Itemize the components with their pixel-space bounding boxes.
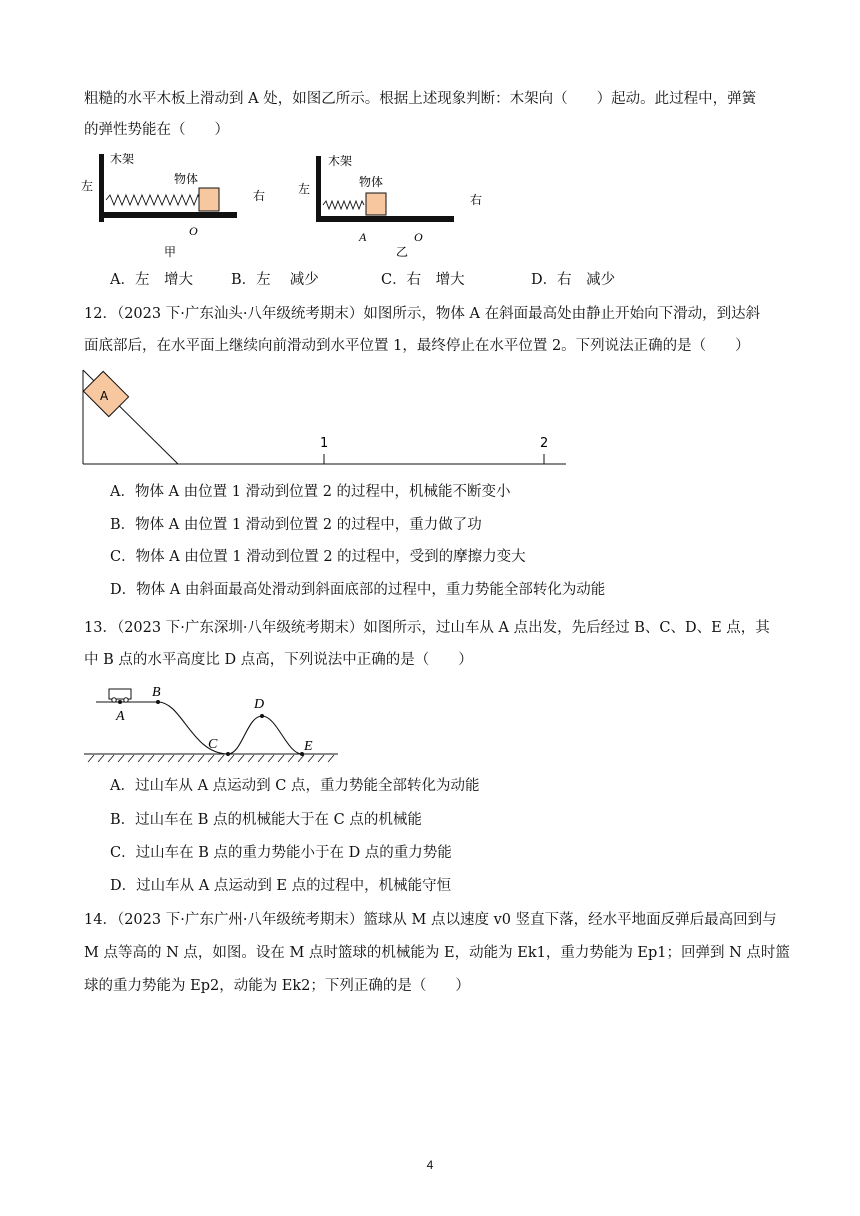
q12-option-d: D．物体 A 由斜面最高处滑动到斜面底部的过程中，重力势能全部转化为动能 bbox=[110, 582, 606, 598]
q11-yi-o-label: O bbox=[414, 230, 423, 244]
q11-yi-caption: 乙 bbox=[396, 245, 409, 258]
q13-point-c-label: C bbox=[208, 737, 218, 752]
q11-jia-o-label: O bbox=[189, 224, 198, 238]
q11-option-c: C．右 增大 bbox=[381, 272, 465, 288]
q13-option-b: B．过山车在 B 点的机械能大于在 C 点的机械能 bbox=[110, 812, 422, 828]
q11-yi-frame-label: 木架 bbox=[328, 154, 353, 168]
q13-point-a-label: A bbox=[116, 709, 125, 724]
q11-line-1: 粗糙的水平木板上滑动到 A 处，如图乙所示。根据上述现象判断：木架向（ ）起动。此过程中，弹簧 bbox=[84, 91, 757, 107]
q11-option-a: A．左 增大 bbox=[110, 272, 193, 288]
q13-point-e-label: E bbox=[304, 739, 313, 754]
q12-figure bbox=[78, 368, 578, 468]
q12-option-b: B．物体 A 由位置 1 滑动到位置 2 的过程中，重力做了功 bbox=[110, 517, 482, 533]
q13-option-a: A．过山车从 A 点运动到 C 点，重力势能全部转化为动能 bbox=[110, 778, 480, 794]
q13-option-c: C．过山车在 B 点的重力势能小于在 D 点的重力势能 bbox=[110, 845, 452, 861]
q13-point-b-label: B bbox=[152, 685, 161, 700]
q11-line-2: 的弹性势能在（ ） bbox=[84, 122, 229, 138]
q14-line-3: 球的重力势能为 Ep2，动能为 Ek2；下列正确的是（ ） bbox=[84, 978, 470, 994]
q12-option-c: C．物体 A 由位置 1 滑动到位置 2 的过程中，受到的摩擦力变大 bbox=[110, 549, 526, 565]
q12-line-1: 12．（2023 下·广东汕头·八年级统考期末）如图所示，物体 A 在斜面最高处由静止开始向下滑动，到达斜 bbox=[84, 306, 761, 322]
q11-option-d: D．右 减少 bbox=[531, 272, 616, 288]
q12-position-1-label: 1 bbox=[320, 436, 329, 451]
q11-jia-caption: 甲 bbox=[164, 245, 177, 258]
q11-yi-left-label: 左 bbox=[298, 182, 311, 196]
q11-jia-right-label: 右 bbox=[253, 189, 266, 203]
q11-jia-object-label: 物体 bbox=[174, 172, 199, 186]
q12-position-2-label: 2 bbox=[540, 436, 549, 451]
q13-figure bbox=[82, 678, 342, 766]
q12-option-a: A．物体 A 由位置 1 滑动到位置 2 的过程中，机械能不断变小 bbox=[110, 484, 511, 500]
q11-figure-yi bbox=[296, 148, 496, 258]
q11-yi-right-label: 右 bbox=[470, 193, 483, 207]
page-number: 4 bbox=[426, 1158, 434, 1172]
q14-line-1: 14．（2023 下·广东广州·八年级统考期末）篮球从 M 点以速度 v0 竖直下落，经水平地面反弹后最高回到与 bbox=[84, 912, 777, 928]
q12-block-label: A bbox=[100, 389, 109, 403]
q11-figure-jia bbox=[78, 148, 268, 258]
q11-yi-a-label: A bbox=[359, 230, 367, 244]
q11-jia-frame-label: 木架 bbox=[110, 152, 135, 166]
q13-point-d-label: D bbox=[254, 697, 265, 712]
q14-line-2: M 点等高的 N 点，如图。设在 M 点时篮球的机械能为 E，动能为 Ek1，重力势能为 Ep1；回弹到 N 点时篮 bbox=[84, 945, 790, 961]
q12-line-2: 面底部后，在水平面上继续向前滑动到水平位置 1，最终停止在水平位置 2。下列说法正确的是（ ） bbox=[84, 338, 750, 354]
q11-option-b: B．左 减少 bbox=[231, 272, 319, 288]
q13-line-1: 13．（2023 下·广东深圳·八年级统考期末）如图所示，过山车从 A 点出发，先后经过 B、C、D、E 点，其 bbox=[84, 620, 770, 636]
q11-jia-left-label: 左 bbox=[81, 179, 94, 193]
q13-line-2: 中 B 点的水平高度比 D 点高，下列说法中正确的是（ ） bbox=[84, 652, 473, 668]
q11-yi-object-label: 物体 bbox=[359, 175, 384, 189]
q13-option-d: D．过山车从 A 点运动到 E 点的过程中，机械能守恒 bbox=[110, 878, 452, 894]
